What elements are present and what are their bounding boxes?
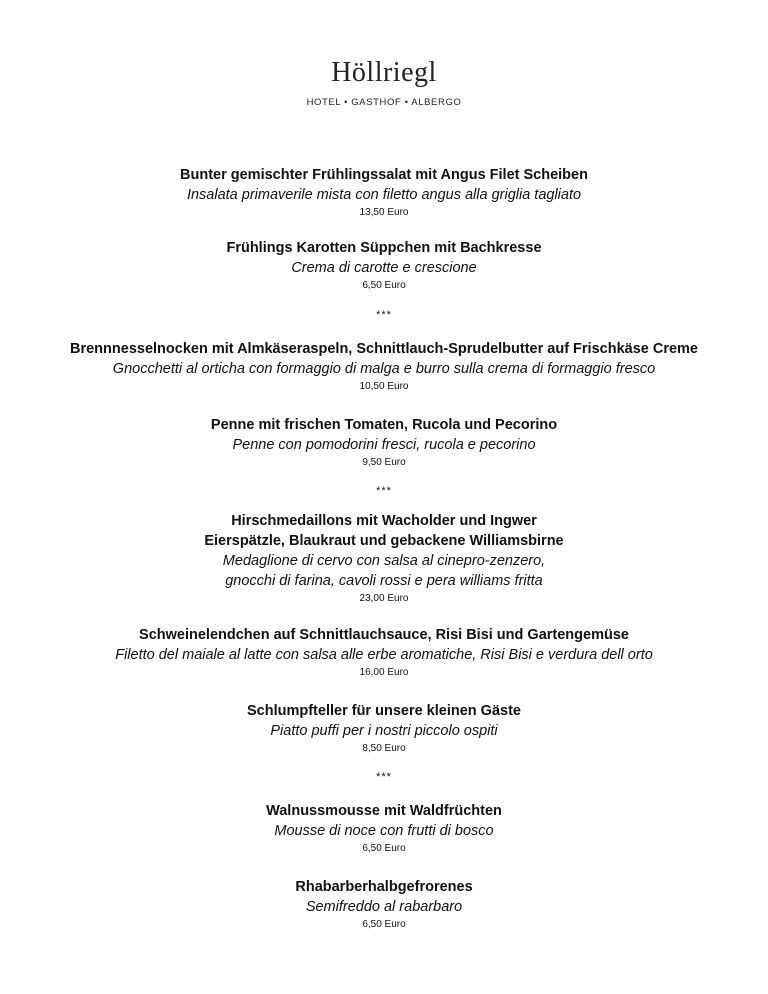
- menu-item: [0, 877, 768, 931]
- menu-header: [0, 55, 768, 108]
- dish-price: 16,00 Euro: [359, 667, 409, 678]
- menu-item: [0, 625, 768, 679]
- dish-name-de: Walnussmousse mit Waldfrüchten: [266, 803, 502, 819]
- dish-price: 6,50 Euro: [362, 280, 406, 291]
- dish-name-it: Semifreddo al rabarbaro: [305, 899, 463, 915]
- dish-name-it: Mousse di noce con frutti di bosco: [274, 823, 494, 839]
- dish-name-de: Penne mit frischen Tomaten, Rucola und Pecorino: [210, 417, 558, 433]
- dish-name-de: Hirschmedaillons mit Wacholder und Ingwer: [231, 513, 537, 529]
- dish-name-de: Brennnesselnocken mit Almkäseraspeln, Schnittlauch-Sprudelbutter auf Frischkäse Creme: [70, 341, 698, 357]
- dish-name-de-line2: Eierspätzle, Blaukraut und gebackene Williamsbirne: [204, 533, 564, 549]
- dish-name-de: Frühlings Karotten Süppchen mit Bachkresse: [226, 240, 542, 256]
- dish-price: 6,50 Euro: [362, 843, 406, 854]
- dish-name-de: Bunter gemischter Frühlingssalat mit Angus Filet Scheiben: [180, 167, 588, 183]
- dish-price: 10,50 Euro: [359, 381, 409, 392]
- course-separator: ***: [376, 771, 392, 783]
- dish-price: 6,50 Euro: [362, 919, 406, 930]
- dish-price: 8,50 Euro: [362, 743, 406, 754]
- course-separator: ***: [376, 309, 392, 321]
- dish-name-it: Piatto puffi per i nostri piccolo ospiti: [270, 723, 498, 739]
- dish-name-de: Schweinelendchen auf Schnittlauchsauce, Risi Bisi und Gartengemüse: [139, 627, 629, 643]
- menu-item: [0, 339, 768, 393]
- dish-price: 23,00 Euro: [359, 593, 409, 604]
- course-separator: ***: [376, 485, 392, 497]
- dish-name-it-line2: gnocchi di farina, cavoli rossi e pera williams fritta: [225, 573, 543, 589]
- dish-name-it: Crema di carotte e crescione: [291, 260, 477, 276]
- dish-price: 9,50 Euro: [362, 457, 406, 468]
- menu-item: [0, 165, 768, 219]
- menu-item: [0, 701, 768, 755]
- dish-name-it: Medaglione di cervo con salsa al cinepro-zenzero,: [222, 553, 546, 569]
- dish-name-it: Insalata primaverile mista con filetto angus alla griglia tagliato: [186, 187, 582, 203]
- menu-item: [0, 415, 768, 469]
- menu-item: [0, 801, 768, 855]
- dish-price: 13,50 Euro: [359, 207, 409, 218]
- brand-tagline: HOTEL • GASTHOF • ALBERGO: [306, 97, 462, 108]
- dish-name-de: Schlumpfteller für unsere kleinen Gäste: [247, 703, 521, 719]
- menu-item: [0, 238, 768, 292]
- dish-name-it: Penne con pomodorini fresci, rucola e pecorino: [232, 437, 536, 453]
- menu-item: [0, 511, 768, 605]
- dish-name-de: Rhabarberhalbgefrorenes: [295, 879, 473, 895]
- dish-name-it: Gnocchetti al orticha con formaggio di malga e burro sulla crema di formaggio fresco: [112, 361, 656, 377]
- brand-logo-text: Höllriegl: [331, 57, 437, 88]
- dish-name-it: Filetto del maiale al latte con salsa alle erbe aromatiche, Risi Bisi e verdura dell orto: [115, 647, 653, 663]
